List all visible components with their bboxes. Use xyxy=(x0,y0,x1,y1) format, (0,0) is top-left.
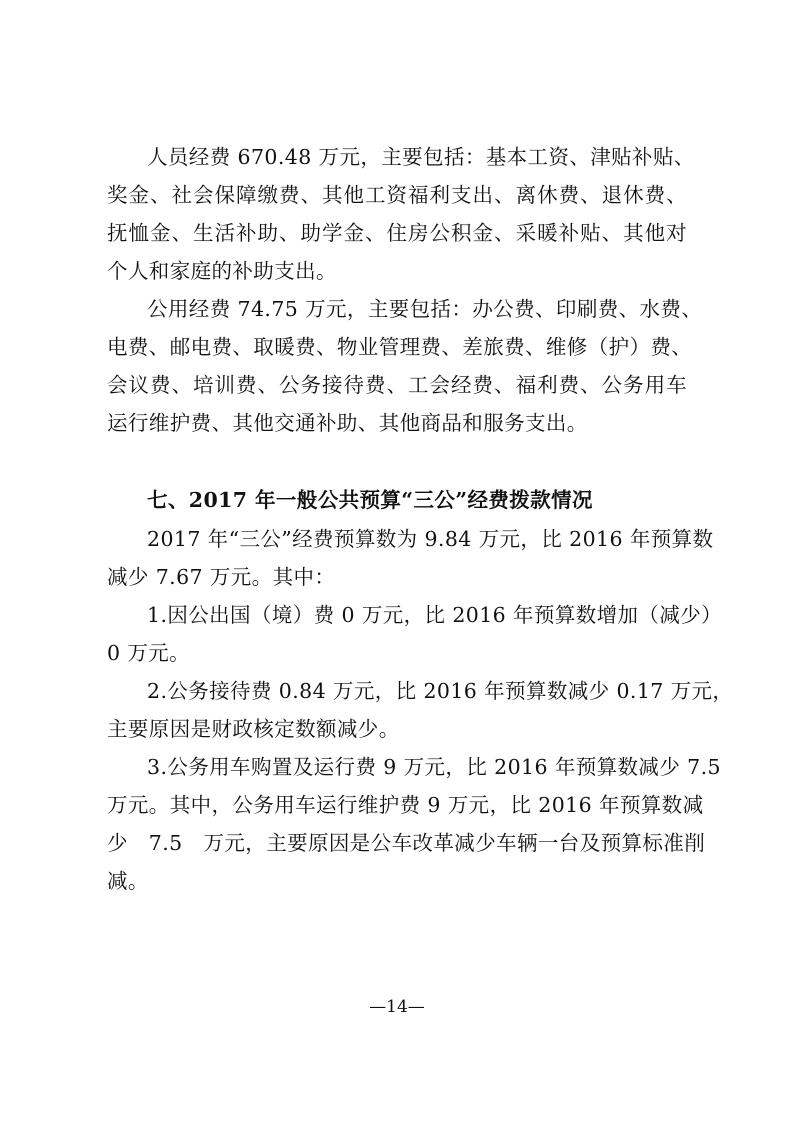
intro-line-1: 2017 年“三公”经费预算数为 9.84 万元，比 2016 年预算数 xyxy=(147,527,714,551)
personnel-line-1: 人员经费 670.48 万元，主要包括：基本工资、津贴补贴、 xyxy=(147,145,695,169)
item1-line-2: 0 万元。 xyxy=(107,641,191,665)
public-line-3: 会议费、培训费、公务接待费、工会经费、福利费、公务用车 xyxy=(107,373,687,397)
public-line-1: 公用经费 74.75 万元，主要包括：办公费、印刷费、水费、 xyxy=(147,297,703,321)
item2-line-1: 2.公务接待费 0.84 万元，比 2016 年预算数减少 0.17 万元， xyxy=(147,679,734,703)
item2-line-2: 主要原因是财政核定数额减少。 xyxy=(107,717,400,741)
item3-line-1: 3.公务用车购置及运行费 9 万元，比 2016 年预算数减少 7.5 xyxy=(147,755,721,779)
public-line-2: 电费、邮电费、取暖费、物业管理费、差旅费、维修（护）费、 xyxy=(107,335,693,359)
item3-line-3: 少 7.5 万元，主要原因是公车改革减少车辆一台及预算标准削 xyxy=(107,831,706,855)
public-line-4: 运行维护费、其他交通补助、其他商品和服务支出。 xyxy=(107,411,588,435)
page-number: —14— xyxy=(369,997,425,1017)
personnel-line-4: 个人和家庭的补助支出。 xyxy=(107,259,337,283)
intro-line-2: 减少 7.67 万元。其中： xyxy=(107,565,336,589)
item3-line-4: 减。 xyxy=(107,869,149,893)
item3-line-2: 万元。其中，公务用车运行维护费 9 万元，比 2016 年预算数减 xyxy=(107,793,704,817)
section-heading: 七、2017 年一般公共预算“三公”经费拨款情况 xyxy=(147,488,593,512)
personnel-line-3: 抚恤金、生活补助、助学金、住房公积金、采暖补贴、其他对 xyxy=(107,221,687,245)
personnel-line-2: 奖金、社会保障缴费、其他工资福利支出、离休费、退休费、 xyxy=(107,183,687,207)
item1-line-1: 1.因公出国（境）费 0 万元，比 2016 年预算数增加（减少） xyxy=(147,603,723,627)
